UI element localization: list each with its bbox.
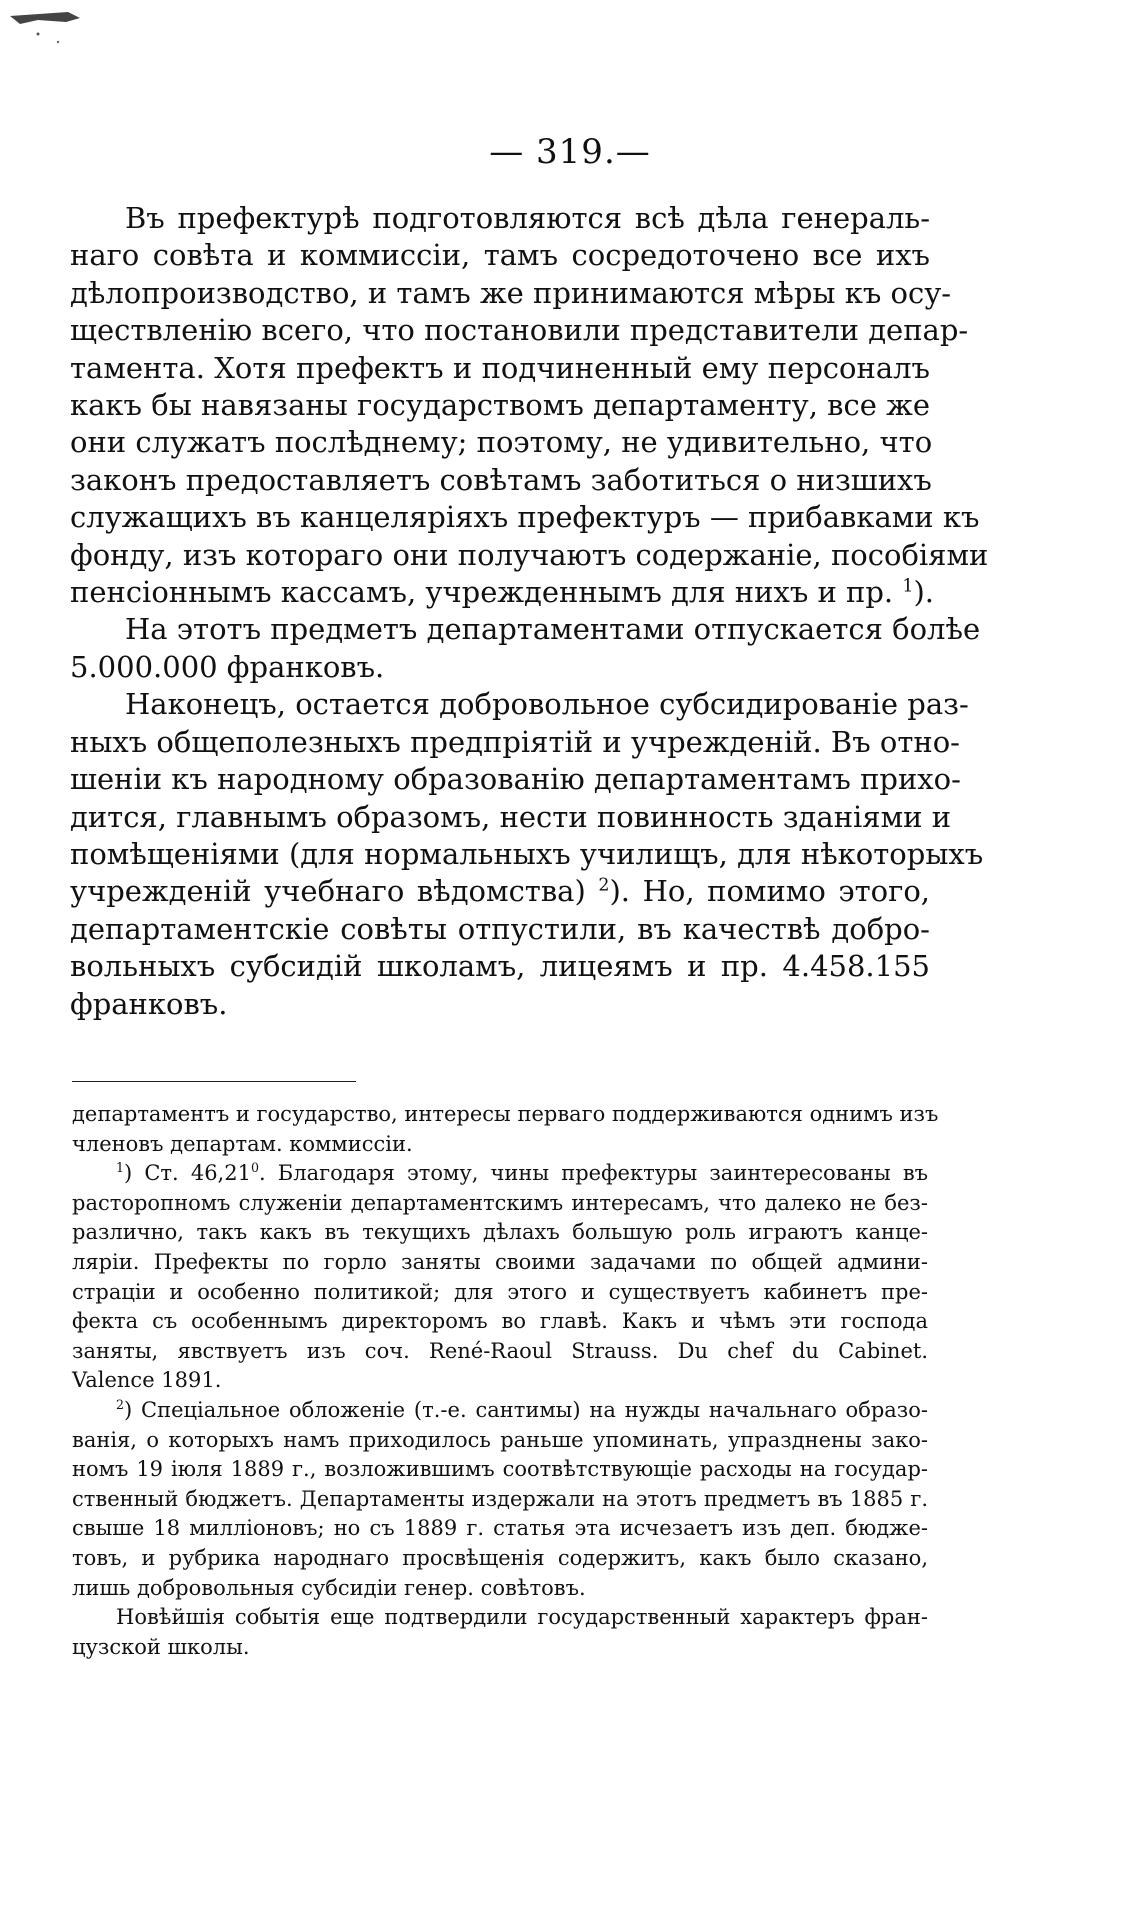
footnote-line: фекта съ особеннымъ директоромъ во главѣ. Какъ и чѣмъ эти господа (72, 1309, 928, 1334)
body-line-with-footnote (70, 873, 930, 910)
footnote-1 (72, 1159, 928, 1396)
footnote-ref-1-close: ). (913, 575, 934, 610)
footnote-line: Valence 1891. (72, 1368, 222, 1393)
body-line: Въ префектурѣ подготовляются всѣ дѣла генераль- (125, 201, 930, 235)
body-line: вольныхъ субсидій школамъ, лицеямъ и пр. 4.458.155 (70, 949, 930, 984)
body-line-text: учрежденій учебнаго вѣдомства) (70, 874, 586, 909)
body-line: На этотъ предметъ департаментами отпускается болѣе (125, 612, 981, 647)
body-line: помѣщеніями (для нормальныхъ училищъ, для нѣкоторыхъ (70, 836, 984, 871)
body-line: ществленію всего, что постановили представители депар- (70, 313, 969, 348)
footnote-line: членовъ департам. коммиссіи. (72, 1131, 413, 1156)
scan-smudge (8, 6, 98, 46)
footnote-line: $^1$) Ст. 46,21$^0$. Благодаря этому, чины префектуры заинтересованы въ (116, 1160, 929, 1186)
body-line: департаментскіе совѣты отпустили, въ качествѣ добро- (70, 911, 930, 946)
footnote-ref-2: 2 (598, 875, 610, 896)
footnote-2-marker: 2 (116, 1396, 125, 1412)
body-line: законъ предоставляетъ совѣтамъ заботиться о низшихъ (70, 462, 932, 497)
body-line-text: пенсіоннымъ кассамъ, учрежденнымъ для нихъ и пр. (70, 575, 894, 610)
footnote-line: ванія, о которыхъ намъ приходилось раньше упоминать, упразднены зако- (72, 1427, 928, 1452)
footnote-2 (72, 1396, 928, 1603)
footnote-line: свыше 18 милліоновъ; но съ 1889 г. статья эта исчезаетъ изъ деп. бюдже- (72, 1516, 928, 1541)
footnote-line: цузской школы. (72, 1634, 250, 1659)
footnote-line: ляріи. Префекты по горло заняты своими задачами по общей админи- (72, 1249, 928, 1274)
body-line: 5.000.000 франковъ. (70, 649, 385, 684)
footnote-line: $^2$) Спеціальное обложеніе (т.-е. сантимы) на нужды начальнаго образо- (116, 1396, 929, 1422)
footnote-line: заняты, явствуетъ изъ соч. René-Raoul Strauss. Du chef du Cabinet. (72, 1338, 928, 1363)
footnote-line: товъ, и рубрика народнаго просвѣщенія содержитъ, какъ было сказано, (72, 1545, 928, 1570)
footnote-ref-1: 1 (902, 576, 914, 597)
body-line: дится, главнымъ образомъ, нести повинность зданіями и (70, 799, 952, 834)
footnote-line: различно, такъ какъ въ текущихъ дѣлахъ большую роль играютъ канце- (72, 1220, 928, 1245)
footnote-continuation (72, 1100, 939, 1159)
footnote-1-marker: 1 (116, 1160, 125, 1176)
footnotes (72, 1100, 939, 1662)
body-line: фонду, изъ котораго они получаютъ содержаніе, пособіями (70, 537, 989, 572)
footnote-divider (72, 1081, 356, 1082)
body-line: какъ бы навязаны государствомъ департаменту, все же (70, 388, 930, 423)
body-line: Наконецъ, остается добровольное субсидированіе раз- (125, 687, 969, 722)
body-line: они служатъ послѣднему; поэтому, не удивительно, что (70, 425, 933, 460)
main-body-text (70, 200, 989, 1023)
footnote-line: номъ 19 іюля 1889 г., возложившимъ соотвѣтствующіе расходы на государ- (72, 1457, 928, 1482)
body-line: наго совѣта и коммиссіи, тамъ сосредоточено все ихъ (70, 238, 930, 273)
footnote-line: страціи и особенно политикой; для этого и существуетъ кабинетъ пре- (72, 1279, 928, 1304)
body-line: служащихъ въ канцеляріяхъ префектуръ — прибавками къ (70, 500, 980, 535)
footnote-text: . Благодаря этому, чины префектуры заинтересованы въ (258, 1161, 929, 1186)
page-number: — 319.— (489, 132, 651, 172)
body-line: дѣлопроизводство, и тамъ же принимаются мѣры къ осу- (70, 275, 952, 310)
body-line: ныхъ общеполезныхъ предпріятій и учрежденій. Въ отно- (70, 724, 960, 759)
body-line: шеніи къ народному образованію департаментамъ прихо- (70, 762, 961, 797)
footnote-line: ственный бюджетъ. Департаменты издержали на этотъ предметъ въ 1885 г. (72, 1486, 928, 1511)
footnote-line: департаментъ и государство, интересы перваго поддерживаются однимъ изъ (72, 1102, 939, 1126)
body-line-with-footnote (70, 574, 934, 611)
footnote-line: Новѣйшія событія еще подтвердили государственный характеръ фран- (116, 1605, 928, 1630)
footnote-text: Спеціальное обложеніе (т.-е. сантимы) на нужды начальнаго образо- (141, 1397, 929, 1422)
footnote-line: расторопномъ служеніи департаментскимъ интересамъ, что далеко не без- (72, 1190, 928, 1215)
footnote-3 (72, 1603, 928, 1662)
body-line: тамента. Хотя префектъ и подчиненный ему персоналъ (70, 350, 930, 385)
degree-mark: 0 (250, 1160, 259, 1176)
footnote-text: Ст. 46,21 (144, 1161, 251, 1186)
footnote-line: лишь добровольныя субсидіи генер. совѣтовъ. (72, 1575, 586, 1600)
body-line-text: ). Но, помимо этого, (609, 874, 931, 909)
body-line: франковъ. (70, 986, 228, 1021)
